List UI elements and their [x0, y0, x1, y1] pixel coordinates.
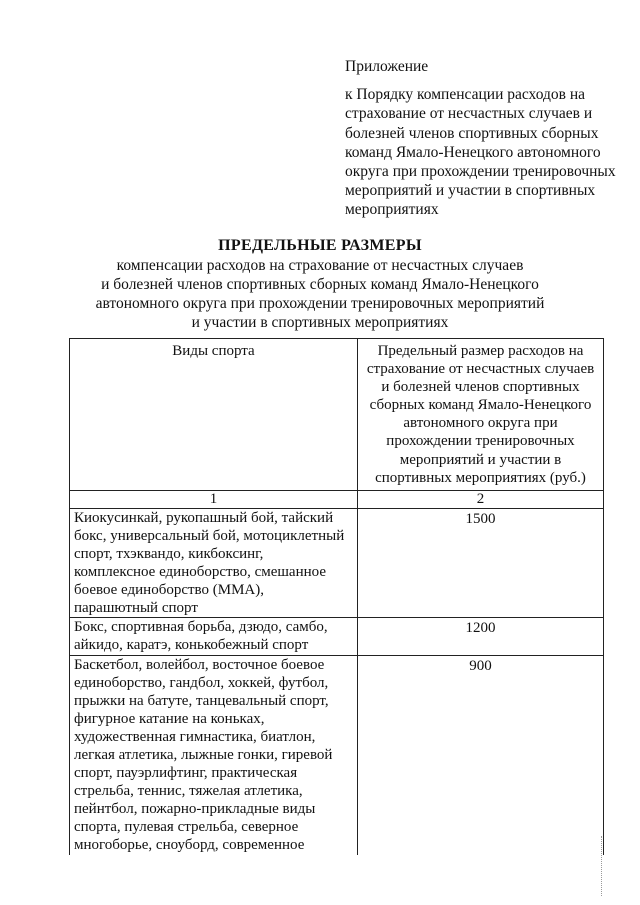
- header-line: прохождении тренировочных: [386, 433, 575, 450]
- sport-line: Баскетбол, волейбол, восточное боевое: [74, 656, 325, 673]
- sport-line: спорт, пауэрлифтинг, практическая: [74, 765, 298, 782]
- header-line: страхование от несчастных случаев: [366, 361, 595, 378]
- sport-line: боевое единоборство (ММА),: [74, 582, 265, 599]
- sport-line: прыжки на батуте, танцевальный спорт,: [74, 692, 329, 709]
- document-title: ПРЕДЕЛЬНЫЕ РАЗМЕРЫ: [218, 237, 422, 254]
- column-number-row: [70, 490, 604, 508]
- column-number: 2: [358, 490, 604, 508]
- column-number: 1: [70, 490, 358, 508]
- sport-line: Бокс, спортивная борьба, дзюдо, самбо,: [74, 619, 328, 636]
- table-row: [70, 655, 604, 855]
- sport-line: Киокусинкай, рукопашный бой, тайский: [74, 509, 334, 526]
- table-header-row: [70, 339, 604, 491]
- table-row: [70, 508, 604, 618]
- sport-line: художественная гимнастика, биатлон,: [74, 728, 316, 745]
- page-edge-marks: [601, 836, 604, 896]
- header-line: спортивных мероприятиях (руб.): [375, 469, 586, 486]
- sport-types-cell: [70, 618, 358, 655]
- amount-cell: 1500: [358, 508, 604, 618]
- sport-line: комплексное единоборство, смешанное: [74, 564, 326, 581]
- sport-line: бокс, универсальный бой, мотоциклетный: [74, 527, 345, 544]
- header-line: мероприятий и участии в: [399, 451, 562, 468]
- appendix-line: округа при прохождении тренировочных: [345, 163, 616, 181]
- document-subtitle: [80, 256, 560, 332]
- sport-types-cell: [70, 508, 358, 618]
- sport-line: единоборство, гандбол, хоккей, футбол,: [74, 674, 329, 691]
- appendix-line: команд Ямало-Ненецкого автономного: [345, 143, 601, 161]
- header-max-amount: [358, 339, 604, 491]
- sport-line: парашютный спорт: [74, 600, 198, 617]
- table-row: [70, 618, 604, 655]
- header-line: и болезней членов спортивных: [381, 379, 580, 396]
- header-line: Предельный размер расходов на: [377, 343, 584, 359]
- sport-line: стрельба, теннис, тяжелая атлетика,: [74, 783, 303, 800]
- sport-line: многоборье, сноуборд, современное: [74, 837, 305, 854]
- sport-line: айкидо, каратэ, конькобежный спорт: [74, 637, 309, 654]
- subtitle-line: и болезней членов спортивных сборных команд Ямало-Ненецкого: [101, 276, 539, 293]
- appendix-line: мероприятий и участии в спортивных: [345, 182, 596, 200]
- header-line: сборных команд Ямало-Ненецкого: [369, 397, 592, 414]
- sport-line: легкая атлетика, лыжные гонки, гиревой: [74, 746, 333, 763]
- amount-cell: 900: [358, 655, 604, 855]
- appendix-line: болезней членов спортивных сборных: [345, 124, 599, 142]
- subtitle-line: компенсации расходов на страхование от несчастных случаев: [116, 257, 524, 274]
- appendix-line: к Порядку компенсации расходов на: [345, 86, 586, 104]
- sport-line: спорта, пулевая стрельба, северное: [74, 819, 299, 836]
- sport-types-cell: [70, 655, 358, 855]
- sport-line: спорт, тхэквандо, кикбоксинг,: [74, 545, 264, 562]
- sport-line: фигурное катание на коньках,: [74, 710, 265, 727]
- subtitle-line: автономного округа при прохождении тренировочных мероприятий: [95, 295, 545, 312]
- appendix-heading: Приложение: [345, 58, 429, 75]
- header-sport-types: Виды спорта: [70, 339, 358, 491]
- header-line: автономного округа при: [403, 415, 558, 432]
- subtitle-line: и участии в спортивных мероприятиях: [191, 314, 449, 331]
- sport-line: пейнтбол, пожарно-прикладные виды: [74, 801, 316, 818]
- compensation-table: [69, 338, 604, 855]
- amount-cell: 1200: [358, 618, 604, 655]
- appendix-block: [345, 57, 625, 220]
- appendix-line: мероприятиях: [345, 201, 439, 219]
- appendix-line: страхование от несчастных случаев и: [345, 105, 593, 123]
